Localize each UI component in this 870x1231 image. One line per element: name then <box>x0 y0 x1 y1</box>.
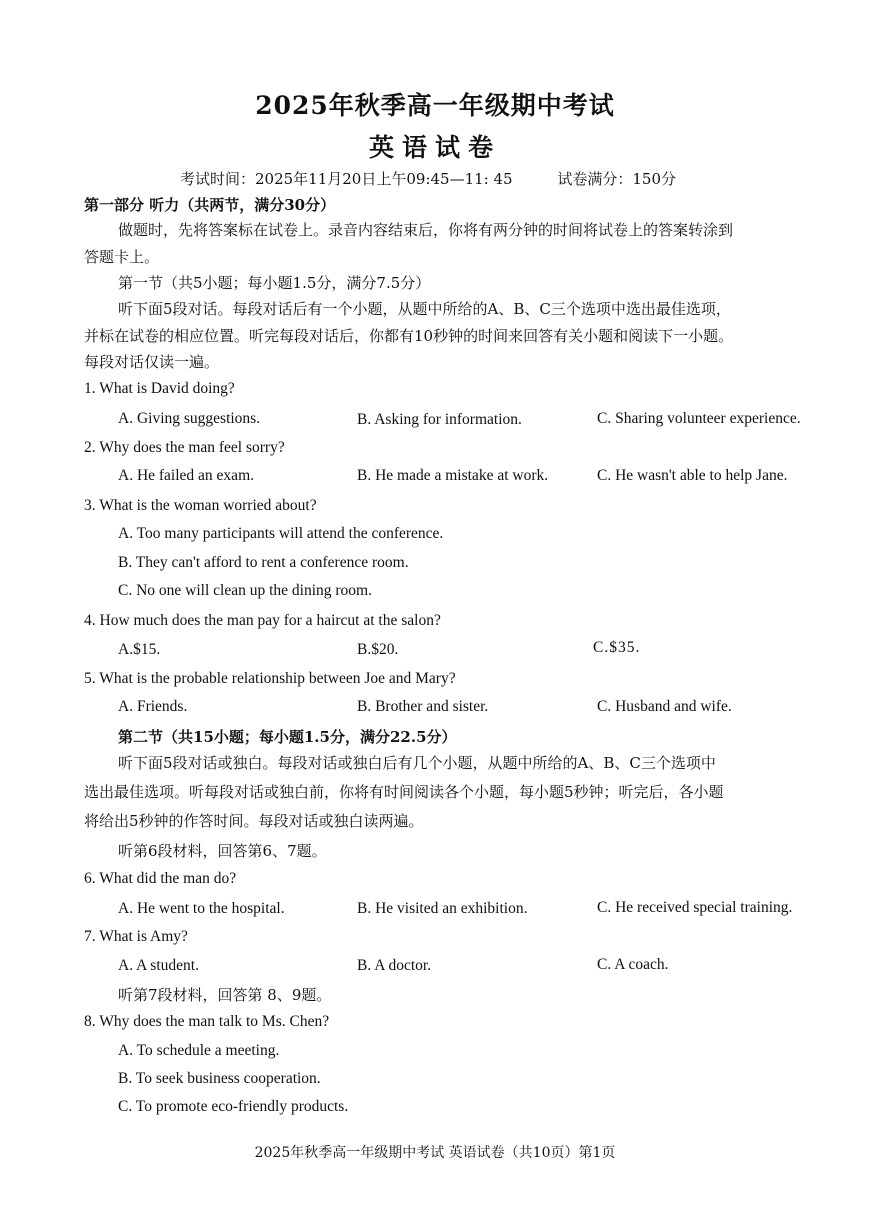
q3-option-a: A. Too many participants will attend the conference. <box>118 525 444 542</box>
section1-instr-line2: 并标在试卷的相应位置。听完每段对话后，你都有10秒钟的时间来回答有关小题和阅读下一小题。 <box>84 327 734 345</box>
section1-instr-line3: 每段对话仅读一遍。 <box>84 353 220 371</box>
material-6-note: 听第6段材料，回答第6、7题。 <box>118 842 327 860</box>
q2-option-c: C. He wasn't able to help Jane. <box>597 467 788 484</box>
q3-option-b: B. They can't afford to rent a conference room. <box>118 554 409 571</box>
section1-heading: 第一节（共5小题；每小题1.5分，满分7.5分） <box>118 274 431 292</box>
full-score: 试卷满分：150分 <box>557 170 676 188</box>
question-5-stem: 5. What is the probable relationship between Joe and Mary? <box>84 670 456 687</box>
question-1-stem: 1. What is David doing? <box>84 380 235 397</box>
section2-heading: 第二节（共15小题；每小题1.5分，满分22.5分） <box>118 728 457 746</box>
part1-intro-line1: 做题时，先将答案标在试卷上。录音内容结束后，你将有两分钟的时间将试卷上的答案转涂到 <box>118 221 734 239</box>
q1-option-a: A. Giving suggestions. <box>118 410 261 427</box>
part1-heading: 第一部分 听力（共两节，满分30分） <box>84 196 336 214</box>
q5-option-b: B. Brother and sister. <box>357 698 489 715</box>
q8-option-c: C. To promote eco-friendly products. <box>118 1098 349 1115</box>
exam-title: 2025年秋季高一年级期中考试 <box>255 91 615 120</box>
q3-option-c: C. No one will clean up the dining room. <box>118 582 372 599</box>
page-footer: 2025年秋季高一年级期中考试 英语试卷（共10页）第1页 <box>254 1145 616 1161</box>
q7-option-a: A. A student. <box>118 957 199 974</box>
q6-option-b: B. He visited an exhibition. <box>357 900 528 917</box>
q5-option-a: A. Friends. <box>118 698 188 715</box>
material-7-note: 听第7段材料，回答第 8、9题。 <box>118 986 332 1004</box>
question-6-stem: 6. What did the man do? <box>84 870 237 887</box>
q8-option-b: B. To seek business cooperation. <box>118 1070 321 1087</box>
q5-option-c: C. Husband and wife. <box>597 698 732 715</box>
section2-instr-line3: 将给出5秒钟的作答时间。每段对话或独白读两遍。 <box>84 812 424 830</box>
q8-option-a: A. To schedule a meeting. <box>118 1042 280 1059</box>
section2-instr-line2: 选出最佳选项。听每段对话或独白前，你将有时间阅读各个小题，每小题5秒钟；听完后，各小题 <box>84 783 724 801</box>
q7-option-b: B. A doctor. <box>357 957 432 974</box>
q4-option-c: C.$35. <box>593 639 641 656</box>
section2-instr-line1: 听下面5段对话或独白。每段对话或独白后有几个小题，从题中所给的A、B、C三个选项中 <box>118 754 716 772</box>
q1-option-b: B. Asking for information. <box>357 411 522 428</box>
q4-option-b: B.$20. <box>357 641 399 658</box>
question-4-stem: 4. How much does the man pay for a haircut at the salon? <box>84 612 441 629</box>
question-2-stem: 2. Why does the man feel sorry? <box>84 439 285 456</box>
exam-meta <box>180 168 676 189</box>
q2-option-b: B. He made a mistake at work. <box>357 467 549 484</box>
q4-option-a: A.$15. <box>118 641 161 658</box>
q2-option-a: A. He failed an exam. <box>118 467 254 484</box>
question-8-stem: 8. Why does the man talk to Ms. Chen? <box>84 1013 330 1030</box>
q6-option-c: C. He received special training. <box>597 899 793 916</box>
question-3-stem: 3. What is the woman worried about? <box>84 497 317 514</box>
question-7-stem: 7. What is Amy? <box>84 928 188 945</box>
part1-intro-line2: 答题卡上。 <box>84 248 160 266</box>
q7-option-c: C. A coach. <box>597 956 669 973</box>
exam-subtitle: 英语试卷 <box>368 133 501 162</box>
exam-time: 考试时间：2025年11月20日上午09:45—11: 45 <box>180 170 513 188</box>
q6-option-a: A. He went to the hospital. <box>118 900 285 917</box>
section1-instr-line1: 听下面5段对话。每段对话后有一个小题，从题中所给的A、B、C三个选项中选出最佳选项， <box>118 300 731 318</box>
q1-option-c: C. Sharing volunteer experience. <box>597 410 801 427</box>
